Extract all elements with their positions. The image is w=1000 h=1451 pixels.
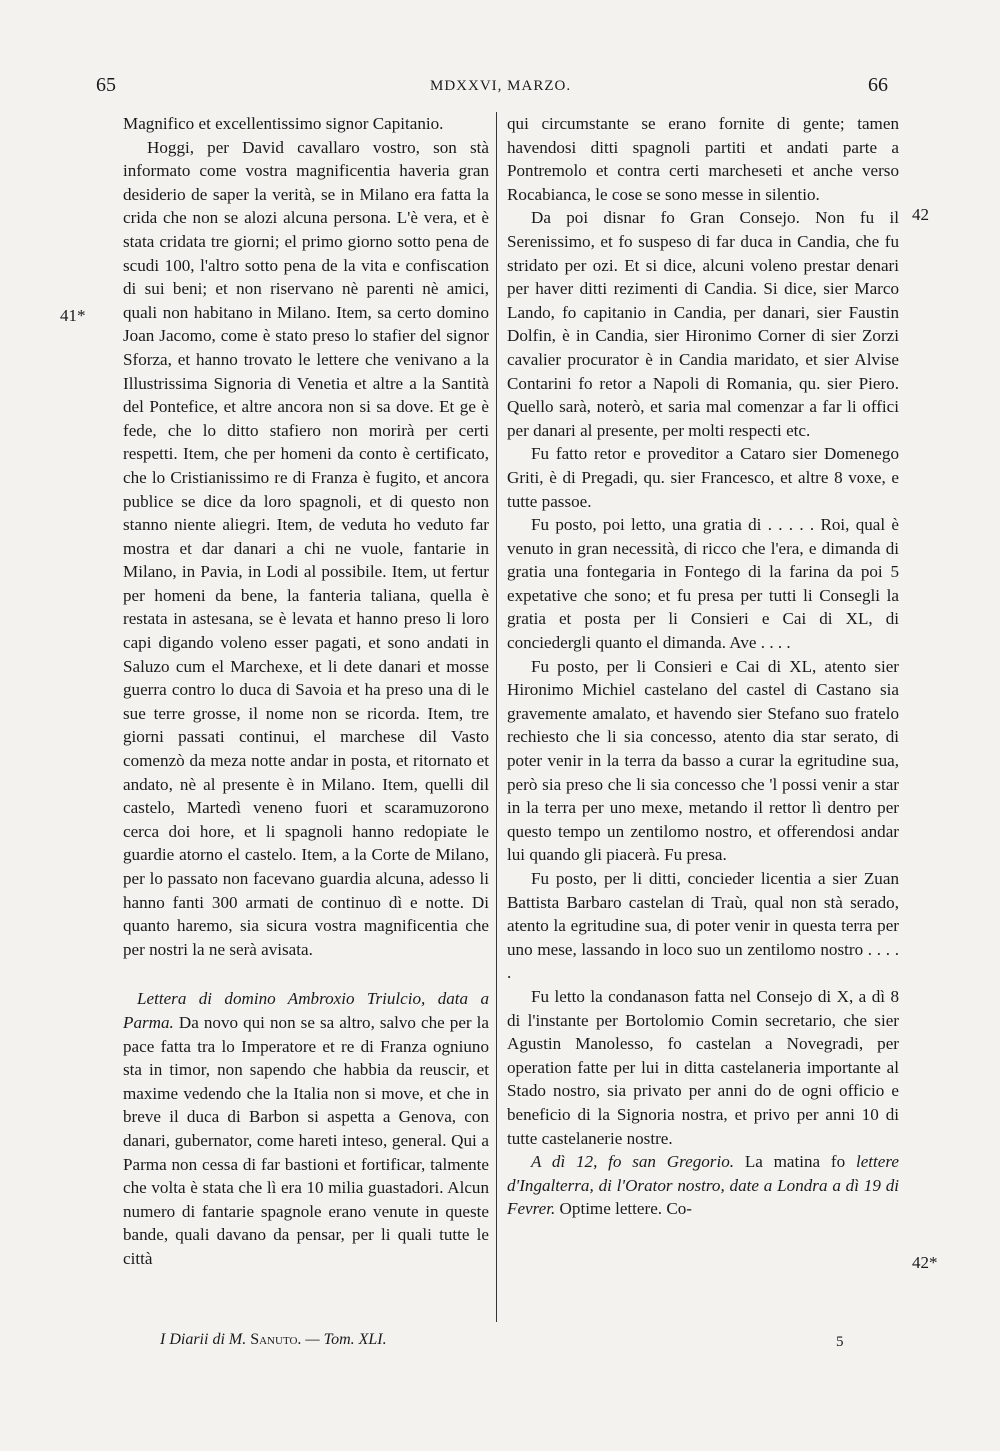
footer-tome: — Tom. XLI. [305, 1331, 387, 1348]
signature-mark: 5 [836, 1334, 844, 1350]
paragraph: qui circumstante se erano fornite di gente; tamen havendosi ditti spagnoli partiti et andati parte a Pontremolo et contra certi marcheseti et anche verso Rocabianca, le cose se sono messe in silentio. [507, 114, 899, 204]
left-column [123, 112, 489, 1271]
paragraph: Fu posto, poi letto, una gratia di . . . . . Roi, qual è venuto in gran necessità, di ricco che l'era, e dimanda di gratia una fontegaria in Fontego di la farina da poi 5 expetative che sono; et fu presa per tutti li Consegli la gratia et posta per li Consieri e Cai di XL, di conciedergli quanto el dimanda. Ave . . . . [507, 515, 899, 653]
paragraph: Fu posto, per li Consieri e Cai di XL, atento sier Hironimo Michiel castelano del castel di Castano sia gravemente amalato, et havendo sier Stefano suo fratelo rechiesto che li sia concesso, atento dia star serato, di poter venir in la terra da basso a curar la egritudine sua, però sia preso che li sia concesso che 'l possi venir a star in la terra per uno mexe, metando il rettor lì dentro per questo tempo un zentilomo nostro, et offerendosi andar lui quando gli piacerà. Fu presa. [507, 656, 899, 865]
paragraph-text: Optime lettere. Co- [559, 1199, 692, 1219]
paragraph [507, 1150, 899, 1221]
right-column [507, 112, 899, 1221]
page-number-right: 66 [868, 74, 888, 96]
footer-author: Sanuto. [250, 1331, 302, 1348]
salutation: Magnifico et excellentissimo signor Capitanio. [123, 114, 444, 133]
margin-note-right-2: 42* [912, 1253, 938, 1272]
running-title: MDXXVI, MARZO. [430, 78, 572, 94]
paragraph: Fu posto, per li ditti, concieder licentia a sier Zuan Battista Barbaro castelan di Traù, qual non stà serado, atento la egritudine sua, di poter venir in questa terra per uno mese, lassando in loco suo un zentilomo nostro . . . . . [507, 869, 899, 983]
paragraph: Da poi disnar fo Gran Consejo. Non fu il Serenissimo, et fo suspeso di far duca in Candia, che fu stridato per ozi. Et si dice, alcuni voleno prestar denari per haver ditti rezimenti di Candia. Si dice, sier Marco Lando, fo capitanio in Candia, per danari, sier Faustin Dolfin, è in Candia, sier Hironimo Corner di sier Zorzi cavalier procurator è in Candia maridato, et sier Alvise Contarini fo retor a Napoli di Romania, qu. sier Piero. Quello sarà, noterò, et saria mal comenzar a far li offici per danari al presente, per molti respecti etc. [507, 208, 899, 440]
column-divider [496, 112, 497, 1322]
letter-paragraph [123, 987, 489, 1270]
letter-heading: Lettera di domino Ambroxio Triulcio, data a Parma. [123, 989, 489, 1032]
paragraph-text: La matina fo [744, 1152, 846, 1172]
date-heading: A dì 12, fo san Gregorio. [531, 1152, 735, 1172]
paragraph: Hoggi, per David cavallaro vostro, son stà informato come vostra magnificentia haveria gran desiderio de saper la verità, se in Milano era fatta la crida che non se alozi alcuna persona. L'è vera, et è stata cridata tre giorni; el primo giorno sotto pena de scudi 100, l'altro sotto pena de la vita e confiscation di sui beni; et non riservano nè parenti nè amici, quali non habitano in Milano. Item, sa certo domino Joan Jacomo, come è stato preso lo stafier del signor Sforza, et hanno trovato le lettere che venivano a la Illustrissima Signoria di Venetia et altre a la Santità del Pontefice, et altre ancora non si sa dove. Et ge è fede, che lo ditto stafiero non morirà per certi respetti. Item, che per homeni da conto è certificato, che lo Cristianissimo re di Franza è fugito, et ancora publice se dice da loro spagnoli, et di questo non stanno niente aliegri. Item, de veduta ho veduto far mostra et dar danari a chi ne vuole, fantarie in Milano, in Pavia, in Lodi al possibile. Item, ut fertur per homeni da bene, la fanteria taliana, quella è restata in astesana, se è levata et hanno preso li loro capi digando voleno esser pagati, et sono andati in Saluzo cum el Marchexe, et li dete danari et mosse guerra contro lo duca di Savoia et ha preso una di le sue terre grosse, il nome non se ricorda. Item, tre giorni passati continui, el marchese dil Vasto comenzò da meza notte andar in posta, et ritornato et andato, nè al presente è in Milano. Item, quelli dil castelo, Martedì veneno fuori et scaramuzorono cerca doi hore, et li spagnoli hanno redopiate le guardie atorno el castelo. Item, a la Corte de Milano, per lo passato non facevano guardia alcuna, adesso li hanno fanti 300 armati de continuo dì e notte. Di quanto haremo, sia sicura vostra magnificentia che per nostri la ne serà avisata. [123, 137, 489, 959]
margin-note-right-1: 42 [912, 205, 929, 224]
footer-citation [160, 1331, 387, 1349]
footer-prefix: I Diarii di M. [160, 1331, 247, 1348]
paragraph-italic: lettere d'Ingalterra, di l'Orator nostro, date a Londra a dì 19 di Fevrer. [507, 1152, 899, 1219]
letter-text: Da novo qui non se sa altro, salvo che per la pace fatta tra lo Imperatore et re di Franza ogniuno sta in timor, non sapendo che habbia da reuscir, et maxime vedendo che la Italia non si move, et che in breve il duca di Barbon si aspetta a Genova, con danari, gubernator, come hareti inteso, general. Qui a Parma non cessa di far bastioni et fortificar, talmente che volta è stata che lì era 10 milia guastadori. Alcun numero di fantarie spagnole erano venute in queste bande, quali davano da pensar, per li quali tutte le città [123, 1012, 489, 1268]
paragraph: Fu fatto retor e proveditor a Cataro sier Domenego Griti, è di Pregadi, qu. sier Francesco, et altre 8 voxe, e tutte passoe. [507, 444, 899, 511]
margin-note-left: 41* [60, 306, 86, 325]
page-number-left: 65 [96, 74, 116, 96]
paragraph: Fu letto la condanason fatta nel Consejo di X, a dì 8 di l'instante per Bortolomio Comin secretario, che sier Agustin Manolesso, fo castelan a Novegradi, per operation fatte per lui in ditta castelaneria importante al Stado nostro, sia privato per anni do de ogni officio e beneficio di la Signoria nostra, et privo per anni 10 di tutte castelanerie nostre. [507, 986, 899, 1148]
